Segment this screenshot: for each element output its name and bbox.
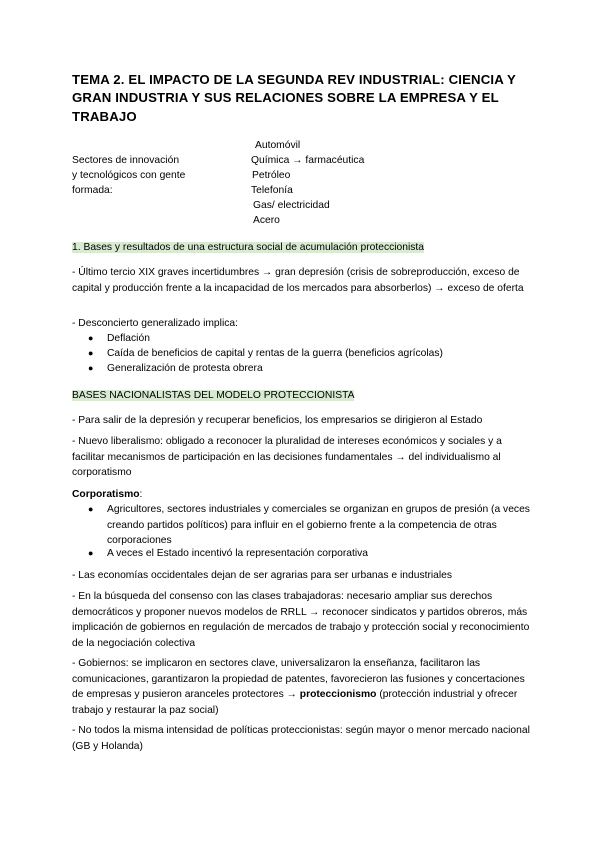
list-item (88, 361, 534, 377)
paragraph: - En la búsqueda del consenso con las clases trabajadoras: necesario ampliar sus derechos democráticos y proponer nuevos modelos de RRLL → reconocer sindicatos y partidos obreros, más implicación de gobiernos en regulación de mercados de trabajo y protección social y reconocimiento de la negociación colectiva (72, 591, 530, 649)
sector-item: Gas/ electricidad (253, 200, 330, 211)
section2-heading-text: BASES NACIONALISTAS DEL MODELO PROTECCIONISTA (72, 390, 355, 401)
section2-heading (72, 388, 534, 404)
list-item (88, 331, 534, 347)
sectors-label-line: Sectores de innovación (72, 155, 180, 166)
document-title: TEMA 2. EL IMPACTO DE LA SEGUNDA REV INDUSTRIAL: CIENCIA Y GRAN INDUSTRIA Y SUS RELACIONES SOBRE LA EMPRESA Y EL TRABAJO (72, 72, 516, 124)
corporatismo-label: Corporatismo (72, 489, 140, 500)
paragraph: - Las economías occidentales dejan de ser agrarias para ser urbanas e industriales (72, 570, 453, 581)
list-item (88, 502, 534, 549)
paragraph: - No todos la misma intensidad de políticas proteccionistas: según mayor o menor mercado nacional (GB y Holanda) (72, 725, 530, 752)
paragraph: - Desconcierto generalizado implica: (72, 318, 238, 329)
bullet-icon: ● (88, 348, 94, 358)
sector-item: Química → farmacéutica (251, 155, 365, 166)
bullet-icon: ● (88, 363, 94, 373)
sector-item: Telefonía (251, 185, 293, 196)
list-item-text: Agricultores, sectores industriales y comerciales se organizan en grupos de presión (a veces creando partidos políticos) para influir en el gobierno frente a la competencia de otras corporaciones (107, 504, 530, 546)
sectors-label-line: formada: (72, 185, 113, 196)
sector-item: Automóvil (255, 140, 301, 151)
bullet-icon: ● (88, 548, 94, 558)
sector-item: Acero (253, 215, 280, 226)
list-item (88, 346, 534, 362)
sectors-label-line: y tecnológicos con gente (72, 170, 186, 181)
section1-heading-text: 1. Bases y resultados de una estructura social de acumulación proteccionista (72, 242, 425, 253)
paragraph-text: - Gobiernos: se implicaron en sectores clave, universalizaron la enseñanza, facilitaron las comunicaciones, garantizaron la propiedad de patentes, favorecieron las fusiones y concertaciones de empresas y pusieron aranceles protectores → (72, 658, 525, 700)
list-item-text: Deflación (107, 333, 150, 344)
bullet-icon: ● (88, 504, 94, 514)
paragraph: - Nuevo liberalismo: obligado a reconocer la pluralidad de intereses económicos y sociales y a facilitar mecanismos de participación en las decisiones fundamentales → del individualismo al corporatismo (72, 436, 502, 478)
list-item-text: Generalización de protesta obrera (107, 363, 263, 374)
corporatismo-colon: : (139, 489, 143, 500)
corporatismo-heading (72, 487, 534, 503)
proteccionismo-bold: proteccionismo (299, 689, 377, 700)
list-item (88, 546, 534, 562)
paragraph-text: (protección industrial y ofrecer trabajo y restaurar la paz social) (72, 689, 518, 716)
section1-heading (72, 240, 534, 256)
paragraph: - Para salir de la depresión y recuperar beneficios, los empresarios se dirigieron al Estado (72, 415, 483, 426)
paragraph (72, 656, 534, 718)
sector-item: Petróleo (252, 170, 291, 181)
list-item-text: A veces el Estado incentivó la representación corporativa (107, 548, 369, 559)
paragraph: - Último tercio XIX graves incertidumbres → gran depresión (crisis de sobreproducción, exceso de capital y producción frente a la incapacidad de los mercados para absorberlos) → exceso de oferta (72, 267, 524, 294)
bullet-icon: ● (88, 333, 94, 343)
list-item-text: Caída de beneficios de capital y rentas de la guerra (beneficios agrícolas) (107, 348, 443, 359)
